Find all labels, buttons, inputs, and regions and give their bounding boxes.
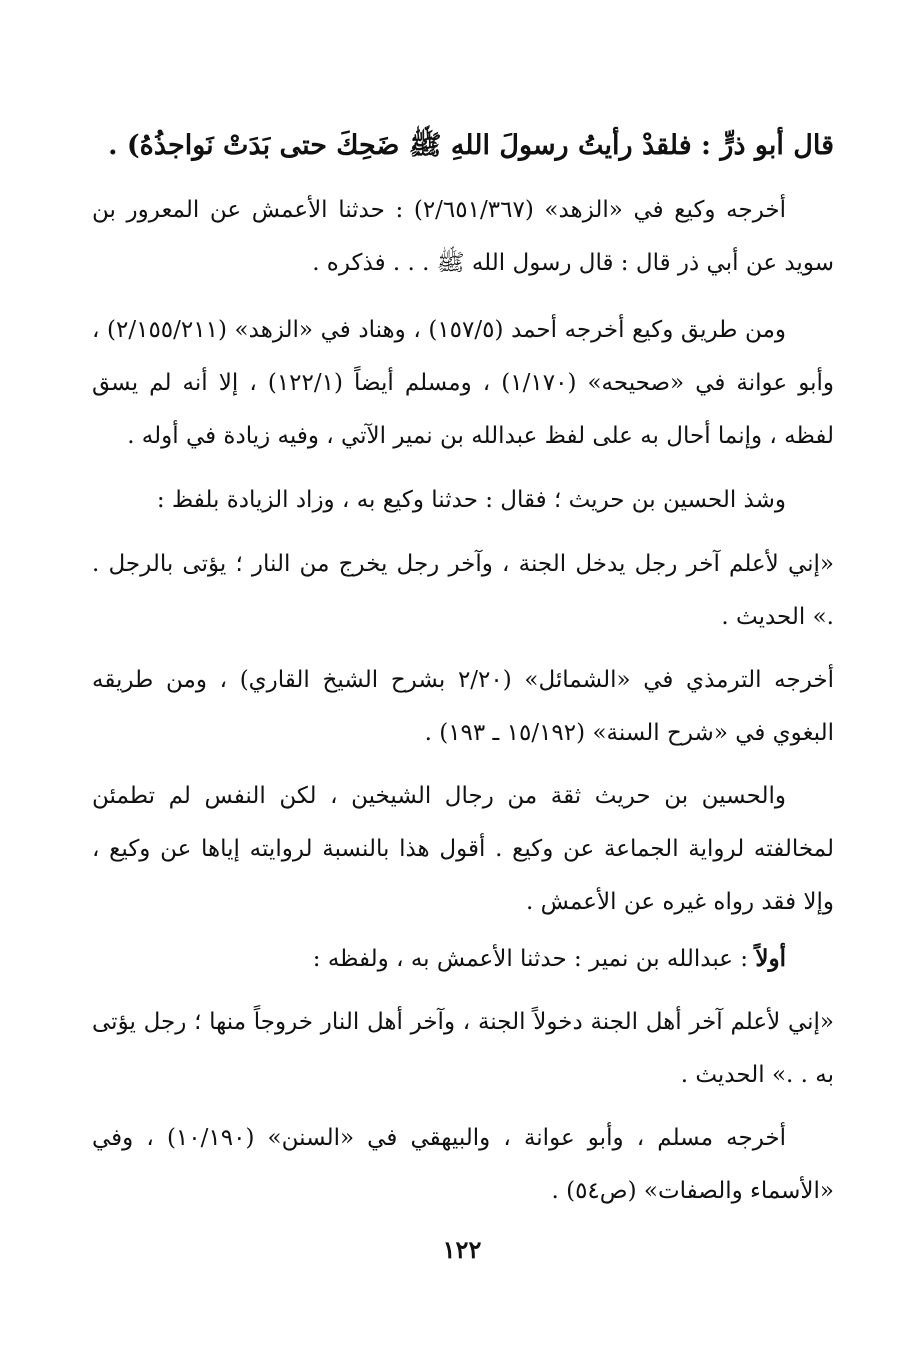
first-item-label: أولاً	[755, 945, 786, 972]
page-number: ١٢٢	[442, 1235, 482, 1264]
first-narrator-paragraph	[92, 932, 834, 986]
husain-reliability-paragraph: والحسين بن حريث ثقة من رجال الشيخين ، لكن النفس لم تطمئن لمخالفته لرواية الجماعة عن وكيع . أقول هذا بالنسبة لروايته إياها عن وكيع ، وإلا فقد رواه غيره عن الأعمش .	[92, 783, 834, 915]
hadith-quote-first: «إني لأعلم آخر رجل يدخل الجنة ، وآخر رجل يخرج من النار ؛ يؤتى بالرجل . .» الحديث .	[92, 551, 834, 630]
takhrij-waki-zuhd: أخرجه وكيع في «الزهد» (٢/٦٥١/٣٦٧) : حدثنا الأعمش عن المعرور بن سويد عن أبي ذر قال : قال رسول الله ﷺ . . . فذكره .	[92, 197, 834, 276]
takhrij-muslim-bayhaqi: أخرجه مسلم ، وأبو عوانة ، والبيهقي في «السنن» (١٠/١٩٠) ، وفي «الأسماء والصفات» (ص٥٤) .	[92, 1125, 834, 1204]
hadith-quote-second: «إني لأعلم آخر أهل الجنة دخولاً الجنة ، وآخر أهل النار خروجاً منها ؛ رجل يؤتى به . .» الحديث .	[92, 1009, 834, 1088]
opening-hadith-line: قال أبو ذرٍّ : فلقدْ رأيتُ رسولَ اللهِ ﷺ ضَحِكَ حتى بَدَتْ نَواجذُهُ) .	[108, 130, 834, 161]
husain-ibn-hurayth-note: وشذ الحسين بن حريث ؛ فقال : حدثنا وكيع به ، وزاد الزيادة بلفظ :	[156, 487, 786, 513]
takhrij-tirmidhi-shamail: أخرجه الترمذي في «الشمائل» (٢/٢٠ بشرح الشيخ القاري) ، ومن طريقه البغوي في «شرح السنة» (١٥/١٩٢ ـ ١٩٣) .	[92, 667, 834, 746]
takhrij-ahmad-hannad: ومن طريق وكيع أخرجه أحمد (١٥٧/٥) ، وهناد في «الزهد» (٢/١٥٥/٢١١) ، وأبو عوانة في «صحيحه» (١/١٧٠) ، ومسلم أيضاً (١٢٢/١) ، إلا أنه لم يسق لفظه ، وإنما أحال به على لفظ عبدالله بن نمير الآتي ، وفيه زيادة في أوله .	[92, 317, 835, 449]
first-item-text: : عبدالله بن نمير : حدثنا الأعمش به ، ولفظه :	[312, 946, 756, 972]
